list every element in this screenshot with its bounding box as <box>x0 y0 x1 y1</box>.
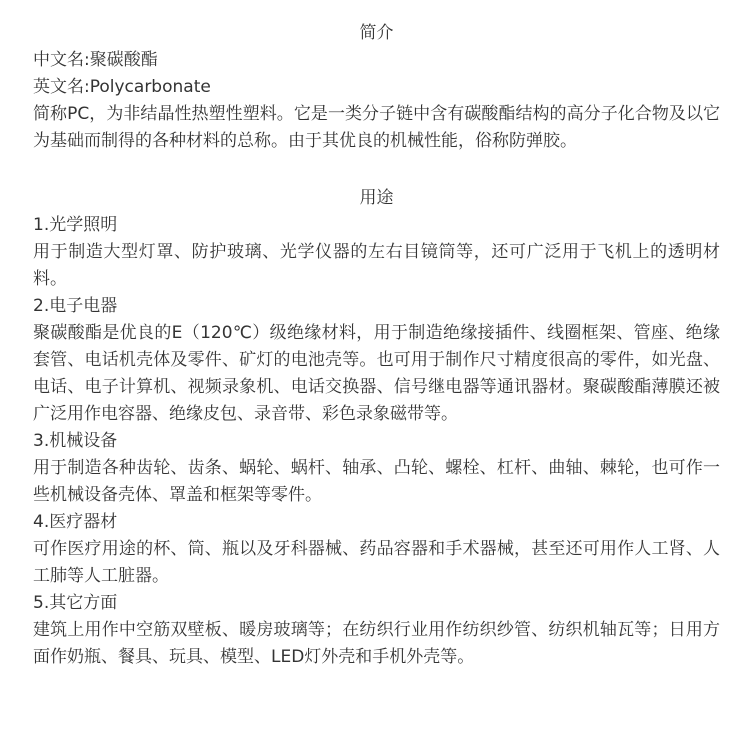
use-text-medical: 可作医疗用途的杯、筒、瓶以及牙科器械、药品容器和手术器械，甚至还可用作人工肾、人工肺等人工脏器。 <box>33 539 720 586</box>
use-text-optical: 用于制造大型灯罩、防护玻璃、光学仪器的左右目镜筒等，还可广泛用于飞机上的透明材料。 <box>33 242 720 289</box>
use-title-optical: 1.光学照明 <box>33 215 118 235</box>
use-title-mechanical: 3.机械设备 <box>33 431 118 451</box>
english-name: 英文名:Polycarbonate <box>33 77 211 97</box>
use-text-mechanical: 用于制造各种齿轮、齿条、蜗轮、蜗杆、轴承、凸轮、螺栓、杠杆、曲轴、棘轮，也可作一些机械设备壳体、罩盖和框架等零件。 <box>33 458 720 505</box>
use-text-other: 建筑上用作中空筋双壁板、暖房玻璃等；在纺织行业用作纺织纱管、纺织机轴瓦等；日用方面作奶瓶、餐具、玩具、模型、LED灯外壳和手机外壳等。 <box>33 620 720 667</box>
use-title-medical: 4.医疗器材 <box>33 512 118 532</box>
intro-heading: 简介 <box>359 23 394 43</box>
use-text-electronic: 聚碳酸酯是优良的E（120℃）级绝缘材料，用于制造绝缘接插件、线圈框架、管座、绝缘套管、电话机壳体及零件、矿灯的电池壳等。也可用于制作尺寸精度很高的零件，如光盘、电话、电子计算机、视频录象机、电话交换器、信号继电器等通讯器材。聚碳酸酯薄膜还被广泛用作电容器、绝缘皮包、录音带、彩色录象磁带等。 <box>33 323 720 424</box>
section-spacer <box>33 155 720 182</box>
uses-heading: 用途 <box>359 188 394 208</box>
intro-description: 简称PC，为非结晶性热塑性塑料。它是一类分子链中含有碳酸酯结构的高分子化合物及以它为基础而制得的各种材料的总称。由于其优良的机械性能，俗称防弹胶。 <box>33 104 720 151</box>
use-title-other: 5.其它方面 <box>33 593 118 613</box>
chinese-name: 中文名:聚碳酸酯 <box>33 50 158 70</box>
use-title-electronic: 2.电子电器 <box>33 296 118 316</box>
